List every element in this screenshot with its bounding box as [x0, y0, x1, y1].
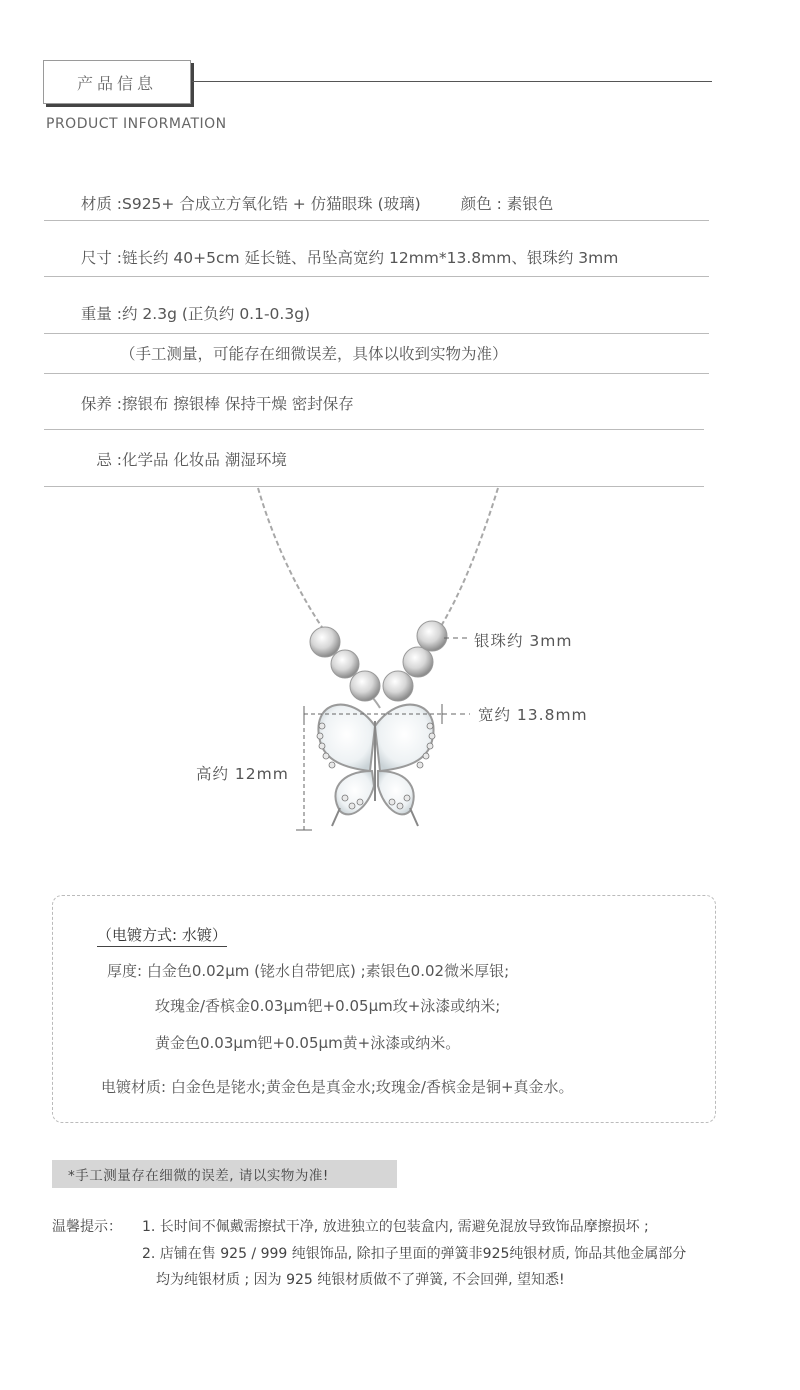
plating-thickness-3: 黄金色0.03μm钯+0.05μm黄+泳漆或纳米。: [155, 1034, 461, 1052]
size-label: 尺寸 :: [80, 249, 122, 267]
divider: [44, 373, 709, 374]
bead-size-label: 银珠约 3mm: [474, 632, 573, 650]
section-subtitle: PRODUCT INFORMATION: [46, 116, 227, 132]
silver-beads: [310, 621, 447, 701]
butterfly-pendant: [318, 705, 433, 826]
weight-value: 约 2.3g (正负约 0.1-0.3g): [122, 305, 311, 323]
care-value: 擦银布 擦银棒 保持干燥 密封保存: [122, 395, 354, 413]
avoid-value: 化学品 化妆品 潮湿环境: [122, 451, 287, 469]
weight-row: [44, 302, 709, 324]
plating-thickness-2: 玫瑰金/香槟金0.03μm钯+0.05μm玫+泳漆或纳米;: [155, 997, 501, 1015]
care-label: 保养 :: [80, 395, 122, 413]
material-label: 材质 :: [80, 195, 122, 213]
tips-line-2: 2. 店铺在售 925 / 999 纯银饰品, 除扣子里面的弹簧非925纯银材质, 饰品其他金属部分: [142, 1246, 687, 1262]
color-value: 素银色: [506, 195, 554, 213]
measurement-note: [52, 1160, 397, 1188]
avoid-row: [44, 448, 709, 470]
size-row: [44, 246, 709, 268]
plating-thickness-1: 厚度: 白金色0.02μm (铑水自带钯底) ;素银色0.02微米厚银;: [107, 962, 510, 980]
color-label: 颜色 :: [460, 195, 502, 213]
width-label: 宽约 13.8mm: [478, 706, 588, 724]
material-value: S925+ 合成立方氧化锆 + 仿猫眼珠 (玻璃): [122, 195, 421, 213]
tips-line-3: 均为纯银材质 ; 因为 925 纯银材质做不了弹簧, 不会回弹, 望知悉!: [156, 1272, 565, 1288]
weight-note: （手工测量，可能存在细微误差，具体以收到实物为准）: [120, 345, 508, 363]
chain: [258, 488, 498, 708]
plating-title: （电镀方式: 水镀）: [97, 924, 227, 947]
plating-material: 电镀材质: 白金色是铑水;黄金色是真金水;玫瑰金/香槟金是铜+真金水。: [101, 1078, 574, 1096]
title-divider: [192, 81, 712, 82]
divider: [44, 276, 709, 277]
section-title-box: [43, 60, 191, 104]
material-row: [44, 192, 709, 214]
divider: [44, 429, 704, 430]
care-row: [44, 392, 709, 414]
height-label: 高约 12mm: [196, 765, 289, 783]
size-value: 链长约 40+5cm 延长链、吊坠高宽约 12mm*13.8mm、银珠约 3mm: [122, 249, 619, 267]
tips-label: 温馨提示：: [52, 1219, 122, 1235]
tips-line-1: 1. 长时间不佩戴需擦拭干净, 放进独立的包装盒内, 需避免混放导致饰品摩擦损坏 ;: [142, 1219, 649, 1235]
section-title: 产品信息: [76, 73, 157, 93]
necklace-illustration: [180, 486, 620, 846]
plating-info-box: [52, 895, 716, 1123]
weight-label: 重量 :: [80, 305, 122, 323]
measurement-note-text: *手工测量存在细微的误差, 请以实物为准!: [68, 1168, 329, 1184]
divider: [44, 220, 709, 221]
avoid-label: 忌 :: [96, 451, 122, 469]
divider: [44, 333, 709, 334]
